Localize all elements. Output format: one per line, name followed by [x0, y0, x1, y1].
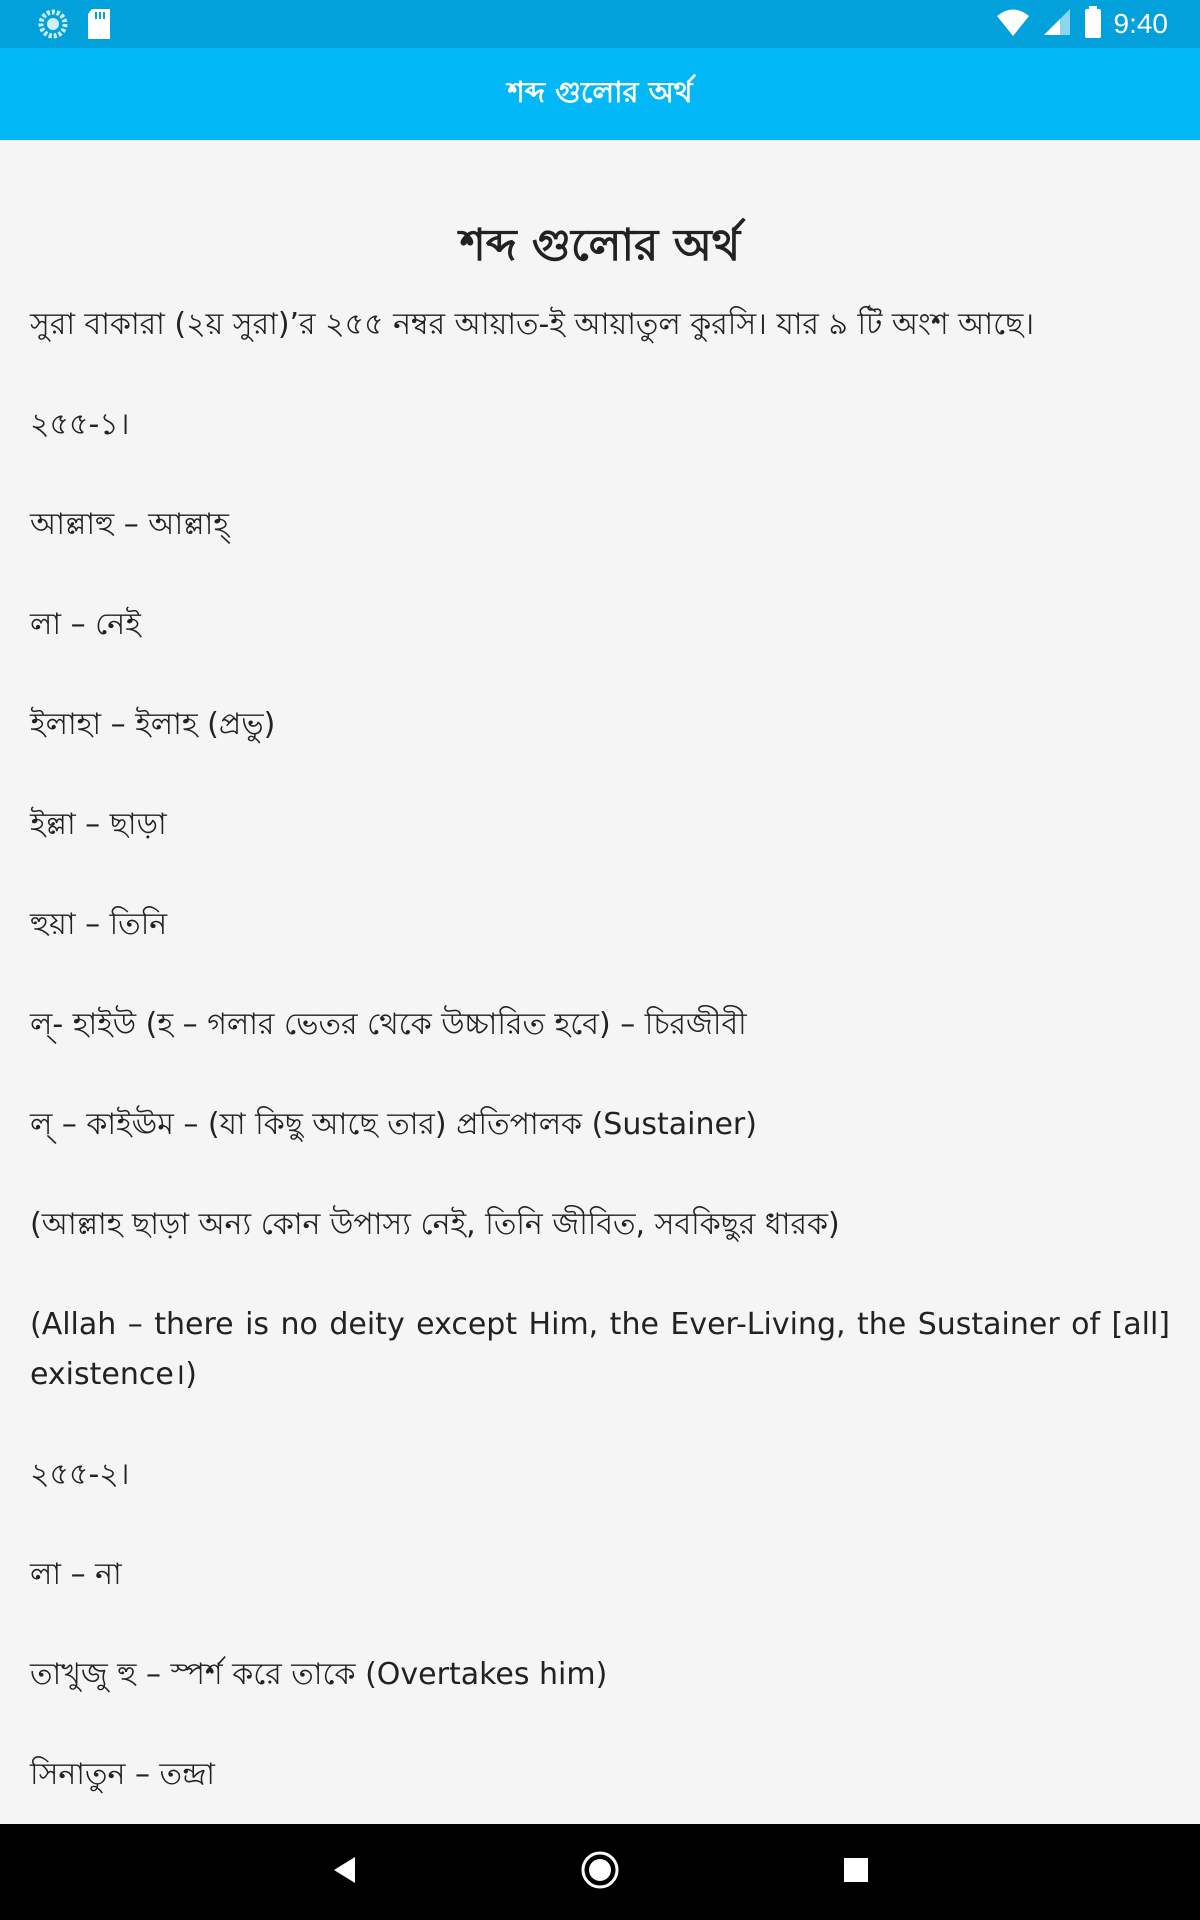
loading-icon [38, 9, 68, 43]
paragraph-word: লা – নেই [30, 607, 141, 642]
paragraph-word: সিনাতুন – তন্দ্রা [30, 1757, 215, 1792]
paragraph-word: তাখুজু হু – স্পর্শ করে তাকে (Overtakes him) [30, 1657, 608, 1692]
paragraph-word: ইলাহা – ইলাহ (প্রভু) [30, 707, 276, 742]
paragraph-intro: সুরা বাকারা (২য় সুরা)’র ২৫৫ নম্বর আয়াত-ই আয়াতুল কুরসি। যার ৯ টি অংশ আছে। [30, 307, 1035, 342]
paragraph-word: লা – না [30, 1557, 122, 1592]
page-title: শব্দ গুলোর অর্থ [459, 220, 741, 271]
navigation-bar [0, 1824, 1200, 1920]
status-clock: 9:40 [1113, 8, 1168, 39]
battery-icon [1084, 6, 1102, 42]
app-bar [0, 48, 1200, 140]
home-button[interactable] [572, 1844, 628, 1900]
paragraph-word: ল্ – কাইঊম – (যা কিছু আছে তার) প্রতিপালক (Sustainer) [30, 1107, 757, 1142]
status-right-icons [996, 6, 1169, 42]
paragraph-list [30, 300, 1170, 1824]
app-bar-title: শব্দ গুলোর অর্থ [507, 74, 693, 109]
paragraph-word: আল্লাহু – আল্লাহ্ [30, 507, 230, 542]
recents-icon [843, 1857, 869, 1887]
paragraph-word: হুয়া – তিনি [30, 907, 168, 942]
home-icon [580, 1850, 620, 1894]
paragraph-english-meaning: (Allah – there is no deity except Him, the Ever-Living, the Sustainer of [all] existence।) [30, 1307, 1170, 1392]
status-left-icons [38, 8, 112, 44]
back-icon [331, 1855, 357, 1889]
wifi-icon [996, 7, 1030, 41]
sd-card-icon [86, 8, 112, 44]
paragraph-section-255-2: ২৫৫-২। [30, 1457, 130, 1492]
paragraph-bangla-meaning: (আল্লাহ ছাড়া অন্য কোন উপাস্য নেই, তিনি জীবিত, সবকিছুর ধারক) [30, 1207, 840, 1242]
back-button[interactable] [316, 1844, 372, 1900]
paragraph-word: ল্- হাইউ (হ – গলার ভেতর থেকে উচ্চারিত হবে) – চিরজীবী [30, 1007, 747, 1042]
recents-button[interactable] [828, 1844, 884, 1900]
status-bar [0, 0, 1200, 48]
content-scroll-area[interactable] [0, 140, 1200, 1824]
signal-icon [1042, 7, 1072, 41]
paragraph-word: ইল্লা – ছাড়া [30, 807, 167, 842]
paragraph-section-255-1: ২৫৫-১। [30, 407, 130, 442]
